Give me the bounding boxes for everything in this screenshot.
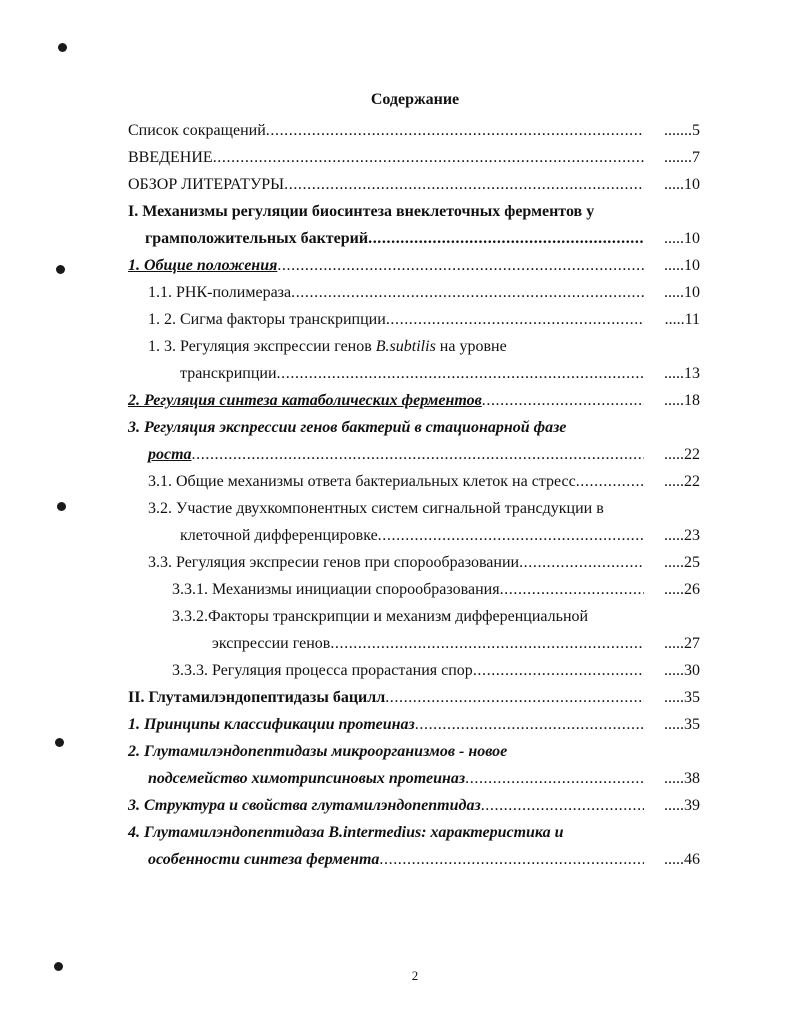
toc-page-number: .....26 [664,581,700,598]
toc-entry[interactable] [148,333,648,360]
toc-entry[interactable] [128,252,644,279]
toc-entry-label: 3.1. Общие механизмы ответа бактериальных клеток на стресс [148,473,576,490]
toc-entry-label: ОБЗОР ЛИТЕРАТУРЫ [128,176,285,193]
toc-entry-species: B.subtilis [375,338,436,355]
toc-entry[interactable] [148,279,644,306]
margin-dot [55,738,64,747]
toc-page-number: .......7 [664,149,700,166]
toc-page-number: .....13 [664,365,700,382]
toc-entry-label: 3.2. Участие двухкомпонентных систем сигнальной трансдукции в [148,500,604,517]
toc-entry-label: 3.3.2.Факторы транскрипции и механизм дифференциальной [172,608,589,625]
toc-entry-label: на уровне [435,338,507,355]
toc-entry-label: клеточной дифференцировке [180,527,378,544]
toc-entry-label: 1. 2. Сигма факторы транскрипции [148,311,386,328]
toc-entry-continuation[interactable] [145,225,644,252]
margin-dot [56,265,65,274]
toc-entry[interactable] [128,144,644,171]
toc-page-number: .....46 [664,851,700,868]
toc-entry-label: транскрипции [180,365,277,382]
toc-entry[interactable] [148,468,644,495]
margin-dot [57,502,66,511]
toc-entry-label: подсемейство химотрипсиновых протеиназ [148,770,466,787]
toc-page-number: .....35 [664,716,700,733]
toc-entry[interactable] [128,414,658,441]
toc-page-number: .....30 [664,662,700,679]
toc-page-number: .....22 [664,446,700,463]
toc-page-number: .....35 [664,689,700,706]
toc-page-number: .....39 [664,797,700,814]
toc-entry-continuation[interactable] [148,765,644,792]
toc-page-number: .....22 [664,473,700,490]
toc-entry-label: роста [148,446,192,463]
toc-entry-label: 3.3.3. Регуляция процесса прорастания спор [172,662,473,679]
toc-entry-label: грамположительных бактерий [145,230,369,247]
toc-page-number: .....38 [664,770,700,787]
toc-entry[interactable] [128,684,644,711]
toc-entry-label: 2. Глутамилэндопептидазы микроорганизмов - новое [128,743,508,760]
toc-entry-continuation[interactable] [212,630,644,657]
toc-entry-label: 2. Регуляция синтеза катаболических ферментов [128,392,482,409]
toc-entry[interactable] [128,819,658,846]
toc-page-number: .......5 [664,122,700,139]
page-title: Содержание [370,91,460,108]
toc-page-number: .....10 [664,176,700,193]
toc-entry[interactable] [128,792,644,819]
toc-entry[interactable] [172,576,644,603]
toc-page-number: .....11 [664,311,700,328]
toc-entry[interactable] [128,711,644,738]
toc-entry[interactable] [128,387,644,414]
toc-entry-label: 1.1. РНК-полимераза [148,284,292,301]
toc-entry-label: 1. Принципы классификации протеиназ [128,716,415,733]
toc-entry[interactable] [148,495,648,522]
toc-entry[interactable] [172,603,652,630]
toc-entry-label: ВВЕДЕНИЕ [128,149,213,166]
toc-entry-label: экспрессии генов [212,635,331,652]
toc-entry-continuation[interactable] [180,360,644,387]
toc-entry[interactable] [128,117,644,144]
margin-dot [58,43,67,52]
toc-entry-label: I. Механизмы регуляции биосинтеза внеклеточных ферментов у [128,203,595,220]
toc-entry[interactable] [172,657,644,684]
toc-entry-continuation[interactable] [180,522,644,549]
toc-entry[interactable] [128,198,658,225]
toc-page-number: .....18 [664,392,700,409]
toc-entry-continuation[interactable] [148,441,644,468]
toc-entry-label: 3.3.1. Механизмы инициации спорообразования [172,581,500,598]
toc-entry-label: 1. Общие положения [128,257,278,274]
toc-page-number: .....25 [664,554,700,571]
toc-entry-label: особенности синтеза фермента [148,851,380,868]
toc-page-number: .....10 [664,257,700,274]
toc-entry-label: 3.3. Регуляция экспресии генов при спорообразовании [148,554,520,571]
toc-entry[interactable] [148,549,644,576]
toc-entry-label: Список сокращений [128,122,266,139]
toc-entry[interactable] [128,171,644,198]
toc-entry-label: II. Глутамилэндопептидазы бацилл [128,689,386,706]
toc-entry-label: 4. Глутамилэндопептидаза B.intermedius: характеристика и [128,824,564,841]
page-number: 2 [411,968,419,983]
toc-page-number: .....23 [664,527,700,544]
toc-page-number: .....27 [664,635,700,652]
toc-entry-label: 3. Структура и свойства глутамилэндопептидаз [128,797,481,814]
toc-entry[interactable] [148,306,644,333]
toc-entry-label: 3. Регуляция экспрессии генов бактерий в стационарной фазе [128,419,567,436]
toc-page-number: .....10 [664,230,700,247]
toc-entry-label: 1. 3. Регуляция экспрессии генов [148,338,376,355]
toc-entry[interactable] [128,738,658,765]
toc-page-number: .....10 [664,284,700,301]
toc-entry-continuation[interactable] [148,846,644,873]
